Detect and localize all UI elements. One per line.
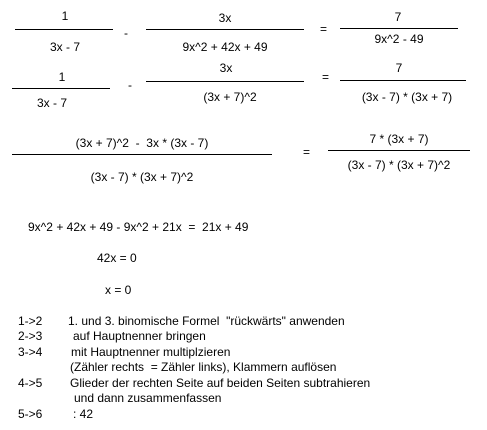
eq2-left-numerator: 1	[58, 70, 66, 84]
note-text: 1. und 3. binomische Formel "rückwärts" anwenden	[68, 314, 345, 328]
note-step-label: 4->5	[18, 376, 43, 390]
eq3-right-fraction-bar	[328, 150, 470, 151]
eq1-middle-numerator: 3x	[218, 11, 232, 25]
eq1-left-denominator: 3x - 7	[49, 40, 80, 54]
eq5-equation: 42x = 0	[97, 251, 137, 265]
eq1-middle-denominator: 9x^2 + 42x + 49	[182, 40, 268, 54]
eq3-right-numerator: 7 * (3x + 7)	[369, 132, 429, 146]
eq2-right-denominator: (3x - 7) * (3x + 7)	[361, 90, 453, 104]
eq2-minus-sign: -	[128, 78, 132, 92]
note-text: Glieder der rechten Seite auf beiden Seiten subtrahieren	[70, 376, 371, 390]
note-text: mit Hauptnenner multiplzieren	[71, 345, 231, 359]
eq3-equals-sign: =	[303, 145, 311, 159]
note-text: : 42	[73, 407, 94, 421]
eq2-equals-sign: =	[322, 70, 330, 84]
eq1-left-fraction-bar	[15, 29, 113, 30]
eq2-right-fraction-bar	[340, 80, 466, 81]
note-step-label: 5->6	[18, 407, 43, 421]
eq1-minus-sign: -	[124, 26, 128, 40]
eq3-left-denominator: (3x - 7) * (3x + 7)^2	[90, 170, 194, 184]
eq2-middle-fraction-bar	[146, 81, 304, 82]
eq3-left-numerator: (3x + 7)^2 - 3x * (3x - 7)	[75, 136, 209, 150]
eq4-expanded-equation: 9x^2 + 42x + 49 - 9x^2 + 21x = 21x + 49	[28, 220, 249, 234]
note-step-label: 3->4	[18, 345, 43, 359]
eq2-middle-denominator: (3x + 7)^2	[203, 90, 257, 104]
note-step-label: 1->2	[18, 314, 43, 328]
eq3-right-denominator: (3x - 7) * (3x + 7)^2	[347, 158, 451, 172]
eq2-right-numerator: 7	[395, 61, 403, 75]
note-text: (Zähler rechts = Zähler links), Klammern auflösen	[70, 360, 337, 374]
eq3-left-fraction-bar	[12, 154, 272, 155]
eq1-equals-sign: =	[320, 22, 328, 36]
note-step-label: 2->3	[18, 329, 43, 343]
eq1-right-numerator: 7	[394, 10, 402, 24]
eq1-right-fraction-bar	[340, 28, 458, 29]
eq2-left-fraction-bar	[12, 88, 110, 89]
eq1-middle-fraction-bar	[146, 29, 304, 30]
note-text: auf Hauptnenner bringen	[73, 329, 206, 343]
eq1-left-numerator: 1	[61, 9, 69, 23]
eq2-left-denominator: 3x - 7	[36, 96, 67, 110]
eq1-right-denominator: 9x^2 - 49	[374, 32, 424, 46]
eq6-solution: x = 0	[105, 283, 132, 297]
note-text: und dann zusammenfassen	[74, 391, 222, 405]
eq2-middle-numerator: 3x	[219, 61, 233, 75]
